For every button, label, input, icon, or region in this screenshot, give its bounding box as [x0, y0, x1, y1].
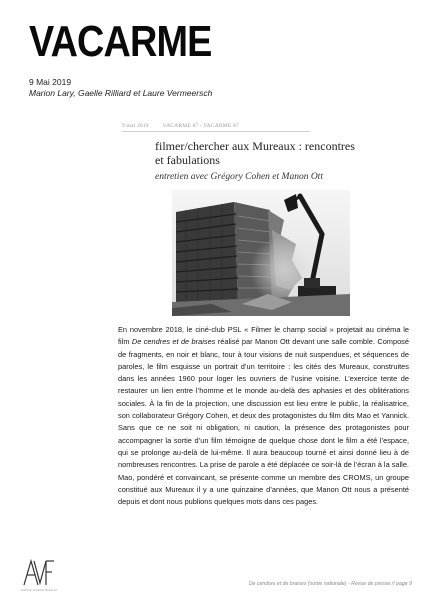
masthead: VACARME	[29, 17, 212, 66]
body-part-2: réalisé par Manon Ott devant une salle comble. Composé de fragments, en noir et blanc, tour à tour visions de nuit suspendues, et séquences de paroles, le film esquisse un portrait d’un territoire : les cités des Mureaux, construites dans les années 1960 pour loger les ouvriers de l’usine voisine. L’exercice tente de restaurer un lien entre l’homme et le monde au-delà des aphasies et des oblitérations sociales. À la fin de la projection, une discussion est lieu entre le public, la réalisatrice, son collaborateur Grégory Cohen, et deux des protagonistes du film dits Mao et Yannick. Sans que ce ne soit ni obligation, ni caution, la présence des protagonistes pour accompagner la sortie d’un film témoigne de quelque chose dont le film a été l’espace, qui se prolonge au-delà de lui-même. Il aura beaucoup tourné et ainsi donné lieu à de nombreuses rencontres. La prise de parole a été déplacée ce soir-là de l’écran à la salle. Mao, pondéré et convaincant, se présente comme un membre des CROMS, un groupe constitué aux Mureaux il y a une quinzaine d’années, que Manon Ott nous a présenté depuis et dont nous publions quelques mots dans ces pages.	[118, 337, 409, 507]
demolition-photo	[172, 190, 350, 316]
body-part-1: En novembre 2018, le ciné-club PSL « Filmer le champ social » projetait au cinéma le film	[118, 325, 409, 347]
article-subtitle: entretien avec Grégory Cohen et Manon Ott	[155, 172, 323, 182]
divider	[122, 131, 310, 132]
avf-logo-icon	[22, 557, 56, 593]
page-footer: De cendres et de braises (sortie nationale) - Revue de presse // page 9	[248, 581, 412, 587]
inner-issue[interactable]: VACARME 87 / VACARME 87	[162, 123, 239, 129]
authors: Marion Lary, Gaelle Rilliard et Laure Vermeersch	[29, 88, 213, 98]
article-body	[118, 324, 409, 508]
inner-date: 9 mai 2019	[122, 123, 149, 129]
inner-meta	[122, 123, 239, 129]
film-title: De cendres et de braises	[131, 337, 216, 347]
article-title: filmer/chercher aux Mureaux : rencontres et fabulations	[155, 139, 355, 167]
logo-caption: AGENCE VALERIE ANGELINI	[20, 589, 58, 592]
publication-date: 9 Mai 2019	[29, 77, 72, 87]
